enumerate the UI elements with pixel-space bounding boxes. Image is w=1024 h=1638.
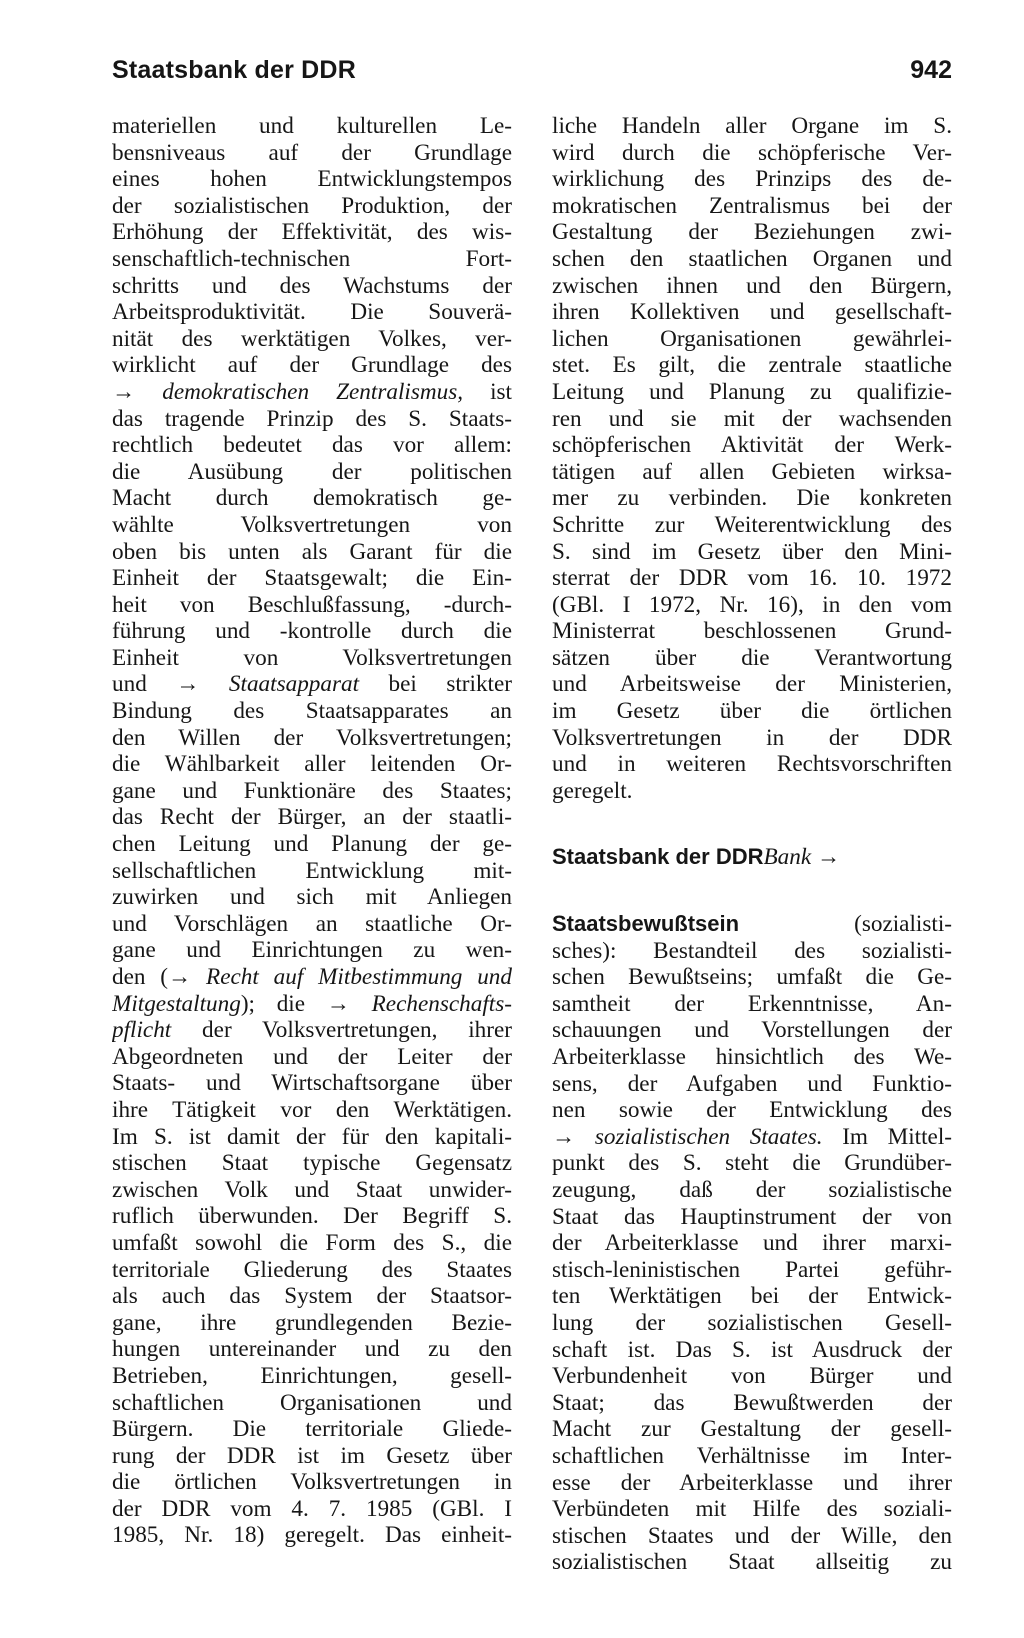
text-line: Staat das Hauptinstrument der von xyxy=(552,1203,952,1230)
cross-reference: pflicht xyxy=(112,1017,172,1044)
text-run: (sozialisti- xyxy=(739,911,952,938)
cross-reference: Staatsapparat xyxy=(228,671,360,698)
text-line: schen Bewußtseins; umfaßt die Ge- xyxy=(552,964,952,991)
text-line: Betrieben, Einrichtungen, gesell- xyxy=(112,1362,512,1389)
text-line xyxy=(552,844,952,871)
text-line: wird durch die schöpferische Ver- xyxy=(552,139,952,166)
text-line: schen den staatlichen Organen und xyxy=(552,245,952,272)
text-run: ); die → xyxy=(240,990,372,1017)
text-line: ruflich überwunden. Der Begriff S. xyxy=(112,1203,512,1230)
text-line: sozialistischen Staat allseitig zu xyxy=(552,1549,952,1576)
paragraph-gap xyxy=(552,871,952,911)
text-line xyxy=(112,671,512,698)
text-run: den (→ xyxy=(112,964,207,990)
text-line: Macht durch demokratisch ge- xyxy=(112,485,512,512)
text-line: nen sowie der Entwicklung des xyxy=(552,1097,952,1124)
text-run: der Volksvertretungen, ihrer xyxy=(171,1017,512,1044)
text-line: sterrat der DDR vom 16. 10. 1972 xyxy=(552,565,952,592)
text-line: stischen Staates und der Wille, den xyxy=(552,1522,952,1549)
text-line: ten Werktätigen bei der Entwick- xyxy=(552,1283,952,1310)
text-line: das tragende Prinzip des S. Staats- xyxy=(112,405,512,432)
text-line: Schritte zur Weiterentwicklung des xyxy=(552,511,952,538)
cross-reference: sozialistischen Staates. xyxy=(594,1123,823,1150)
text-line: Erhöhung der Effektivität, des wis- xyxy=(112,219,512,246)
text-line: schaftlichen Organisationen und xyxy=(112,1389,512,1416)
text-run: Im Mittel- xyxy=(822,1123,952,1150)
text-line: im Gesetz über die örtlichen xyxy=(552,698,952,725)
text-line: Staat; das Bewußtwerden der xyxy=(552,1389,952,1416)
cross-reference: Recht auf Mitbestimmung und xyxy=(206,964,512,990)
text-line: zeugung, daß der sozialistische xyxy=(552,1176,952,1203)
text-line: sches): Bestandteil des sozialisti- xyxy=(552,937,952,964)
text-run: ist xyxy=(463,378,512,405)
text-line: Im S. ist damit der für den kapitali- xyxy=(112,1123,512,1150)
text-line xyxy=(112,991,512,1018)
text-line: und in weiteren Rechtsvorschriften xyxy=(552,751,952,778)
text-line: schaft ist. Das S. ist Ausdruck der xyxy=(552,1336,952,1363)
text-line: rechtlich bedeutet das vor allem: xyxy=(112,432,512,459)
text-line: materiellen und kulturellen Le- xyxy=(112,113,512,139)
text-line: senschaftlich-technischen Fort- xyxy=(112,245,512,272)
text-line: Arbeitsproduktivität. Die Souverä- xyxy=(112,299,512,326)
text-line: punkt des S. steht die Grundüber- xyxy=(552,1150,952,1177)
text-run: und → xyxy=(112,671,229,698)
text-line: esse der Arbeiterklasse und ihrer xyxy=(552,1469,952,1496)
text-line: 1985, Nr. 18) geregelt. Das einheit- xyxy=(112,1522,512,1549)
text-line: schöpferischen Aktivität der Werk- xyxy=(552,432,952,459)
text-line: führung und -kontrolle durch die xyxy=(112,618,512,645)
cross-reference: Mitgestaltung xyxy=(112,990,241,1017)
text-line: (GBl. I 1972, Nr. 16), in den vom xyxy=(552,591,952,618)
text-line: Einheit von Volksvertretungen xyxy=(112,644,512,671)
text-line xyxy=(112,379,512,406)
text-line: Volksvertretungen in der DDR xyxy=(552,724,952,751)
text-line: wirklicht auf der Grundlage des xyxy=(112,352,512,379)
text-line xyxy=(552,1124,952,1151)
text-line: als auch das System der Staatsor- xyxy=(112,1283,512,1310)
text-line: schaftlichen Verhältnisse im Inter- xyxy=(552,1442,952,1469)
text-line: zuwirken und sich mit Anliegen xyxy=(112,884,512,911)
text-line: ihre Tätigkeit vor den Werktätigen. xyxy=(112,1096,512,1123)
text-line: Leitung und Planung zu qualifizie- xyxy=(552,378,952,405)
text-line: Gestaltung der Beziehungen zwi- xyxy=(552,219,952,246)
text-line: oben bis unten als Garant für die xyxy=(112,538,512,565)
text-line: nität des werktätigen Volkes, ver- xyxy=(112,325,512,352)
text-run: bei strikter xyxy=(359,671,512,698)
text-line: sellschaftlichen Entwicklung mit- xyxy=(112,857,512,884)
text-line: umfaßt sowohl die Form des S., die xyxy=(112,1229,512,1256)
running-header-title: Staatsbank der DDR xyxy=(112,56,356,84)
text-line: wirklichung des Prinzips des de- xyxy=(552,166,952,193)
paragraph-gap xyxy=(552,804,952,844)
text-line: Verbundenheit von Bürger und xyxy=(552,1363,952,1390)
text-line: eines hohen Entwicklungstempos xyxy=(112,166,512,193)
left-column xyxy=(112,113,512,1549)
page-number: 942 xyxy=(910,56,952,84)
text-line: heit von Beschlußfassung, -durch- xyxy=(112,591,512,618)
text-run: → xyxy=(552,1123,595,1150)
text-line: bensniveaus auf der Grundlage xyxy=(112,139,512,166)
text-line: chen Leitung und Planung der ge- xyxy=(112,831,512,858)
text-line: die Ausübung der politischen xyxy=(112,458,512,485)
cross-reference: Rechenschafts- xyxy=(371,990,512,1017)
text-line: rung der DDR ist im Gesetz über xyxy=(112,1442,512,1469)
text-line: liche Handeln aller Organe im S. xyxy=(552,113,952,139)
text-line: wählte Volksvertretungen von xyxy=(112,511,512,538)
text-line: gane und Funktionäre des Staates; xyxy=(112,777,512,804)
text-line: gane und Einrichtungen zu wen- xyxy=(112,937,512,964)
text-line: mokratischen Zentralismus bei der xyxy=(552,192,952,219)
text-line: stischen Staat typische Gegensatz xyxy=(112,1150,512,1177)
text-line: und Vorschlägen an staatliche Or- xyxy=(112,910,512,937)
text-line: der sozialistischen Produktion, der xyxy=(112,192,512,219)
text-line: Arbeiterklasse hinsichtlich des We- xyxy=(552,1044,952,1070)
text-line: ren und sie mit der wachsenden xyxy=(552,405,952,432)
text-line: Ministerrat beschlossenen Grund- xyxy=(552,618,952,645)
text-line: Macht zur Gestaltung der gesell- xyxy=(552,1416,952,1443)
entry-headword: Staatsbank der DDR xyxy=(552,844,764,870)
text-line: das Recht der Bürger, an der staatli- xyxy=(112,804,512,831)
text-line: sens, der Aufgaben und Funktio- xyxy=(552,1070,952,1097)
text-line: stisch-leninistischen Partei geführ- xyxy=(552,1256,952,1283)
text-line: zwischen ihnen und den Bürgern, xyxy=(552,272,952,299)
right-column xyxy=(552,113,952,1576)
text-line: gane, ihre grundlegenden Bezie- xyxy=(112,1309,512,1336)
text-line xyxy=(552,911,952,938)
text-line: schauungen und Vorstellungen der xyxy=(552,1017,952,1044)
text-line: S. sind im Gesetz über den Mini- xyxy=(552,538,952,565)
text-line: geregelt. xyxy=(552,777,633,804)
text-line: Verbündeten mit Hilfe des soziali- xyxy=(552,1496,952,1523)
text-line: die örtlichen Volksvertretungen in xyxy=(112,1469,512,1496)
text-line: samtheit der Erkenntnisse, An- xyxy=(552,990,952,1017)
text-line: zwischen Volk und Staat unwider- xyxy=(112,1176,512,1203)
text-line xyxy=(112,1017,512,1044)
text-line: Staats- und Wirtschaftsorgane über xyxy=(112,1070,512,1097)
text-line: Bürgern. Die territoriale Gliede- xyxy=(112,1416,512,1443)
text-line: territoriale Gliederung des Staates xyxy=(112,1256,512,1283)
text-line: der Arbeiterklasse und ihrer marxi- xyxy=(552,1230,952,1257)
text-run: → xyxy=(811,844,841,871)
text-line: Abgeordneten und der Leiter der xyxy=(112,1043,512,1070)
entry-headword: Staatsbewußtsein xyxy=(552,911,740,937)
text-line: lichen Organisationen gewährlei- xyxy=(552,325,952,352)
text-line: ihren Kollektiven und gesellschaft- xyxy=(552,299,952,326)
text-run: → xyxy=(112,378,163,405)
text-line: und Arbeitsweise der Ministerien, xyxy=(552,671,952,698)
text-line: Bindung des Staatsapparates an xyxy=(112,698,512,725)
cross-reference: demokratischen Zentralismus, xyxy=(162,378,464,405)
text-line: mer zu verbinden. Die konkreten xyxy=(552,485,952,512)
text-line: stet. Es gilt, die zentrale staatliche xyxy=(552,352,952,379)
text-line: Einheit der Staatsgewalt; die Ein- xyxy=(112,565,512,592)
text-line: tätigen auf allen Gebieten wirksa- xyxy=(552,458,952,485)
text-line: hungen untereinander und zu den xyxy=(112,1336,512,1363)
text-line: der DDR vom 4. 7. 1985 (GBl. I xyxy=(112,1495,512,1522)
text-line: den Willen der Volksvertretungen; xyxy=(112,724,512,751)
cross-reference: Bank xyxy=(763,844,812,871)
text-line: die Wählbarkeit aller leitenden Or- xyxy=(112,751,512,778)
text-line: sätzen über die Verantwortung xyxy=(552,644,952,671)
text-line: schritts und des Wachstums der xyxy=(112,272,512,299)
text-line: lung der sozialistischen Gesell- xyxy=(552,1309,952,1336)
text-line xyxy=(112,964,512,991)
